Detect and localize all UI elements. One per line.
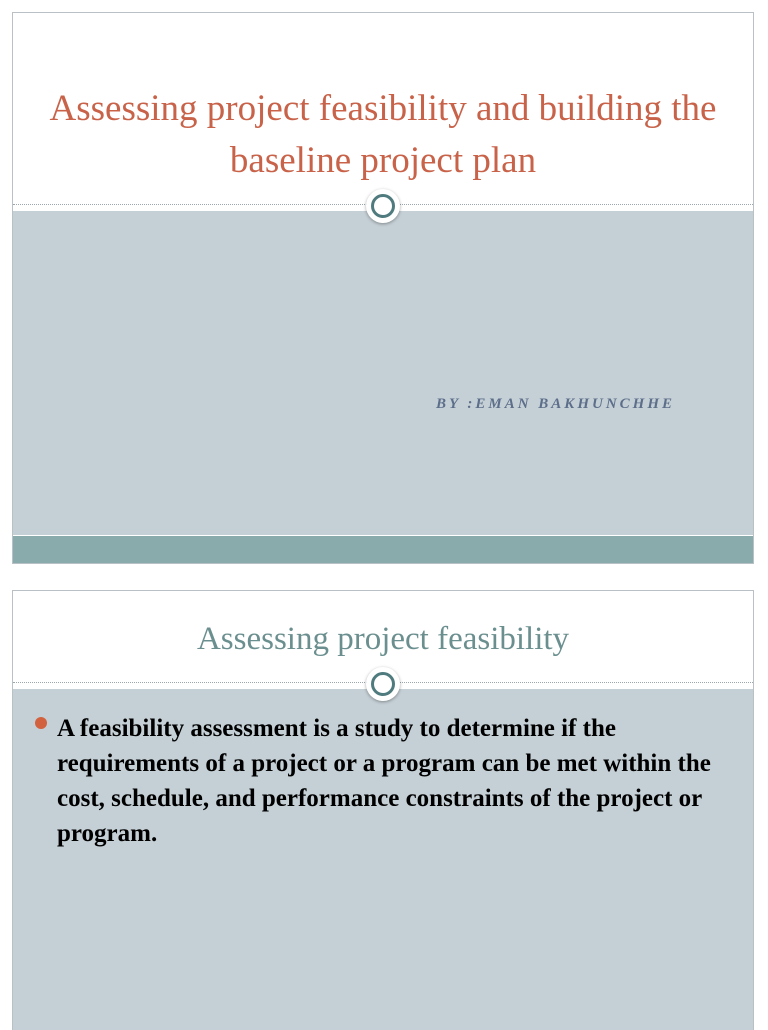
ring-ornament-icon — [366, 189, 400, 223]
title-area — [13, 13, 753, 203]
slide-title: Assessing project feasibility and building the baseline project plan — [49, 88, 717, 181]
title-slide — [12, 12, 754, 564]
bullet-dot-icon — [35, 717, 47, 729]
list-item — [35, 711, 733, 851]
slide-title: Assessing project feasibility — [196, 621, 570, 657]
bullet-list — [35, 711, 733, 851]
ring-ornament-icon — [366, 667, 400, 701]
content-slide — [12, 590, 754, 1030]
footer-bar — [13, 536, 753, 563]
author-byline: BY :EMAN BAKHUNCHHE — [436, 396, 675, 412]
bullet-text: A feasibility assessment is a study to determine if the requirements of a project or a program can be met within the cost, schedule, and performance constraints of the project or program. — [57, 715, 711, 847]
slide-body — [13, 211, 753, 535]
